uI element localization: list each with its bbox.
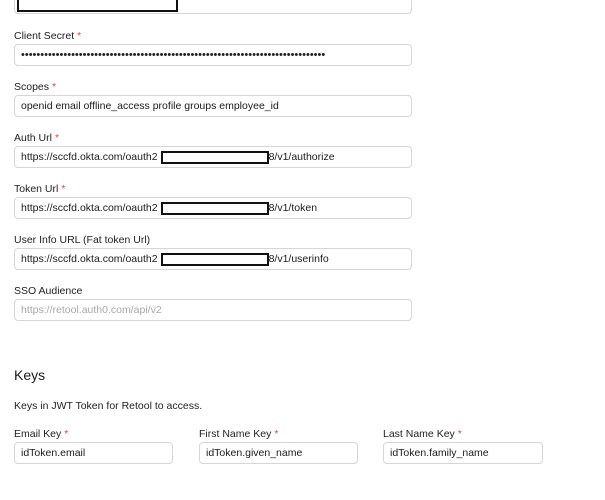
auth-url-label: Auth Url *	[14, 132, 60, 144]
auth-url-input[interactable]	[14, 146, 412, 168]
client-secret-label: Client Secret *	[14, 30, 82, 42]
email-key-input[interactable]	[14, 442, 173, 464]
first-name-key-value: idToken.given_name	[206, 447, 303, 459]
token-url-input[interactable]	[14, 197, 412, 219]
email-key-label: Email Key *	[14, 428, 69, 440]
redacted-box	[161, 253, 269, 266]
required-marker: *	[54, 132, 60, 144]
token-url-label: Token Url *	[14, 183, 66, 195]
required-marker: *	[457, 428, 462, 440]
user-info-url-label: User Info URL (Fat token Url)	[14, 234, 151, 246]
auth-url-prefix: https://sccfd.okta.com/oauth2	[21, 151, 158, 163]
first-name-key-input[interactable]	[199, 442, 358, 464]
user-info-url-prefix: https://sccfd.okta.com/oauth2	[21, 253, 158, 265]
client-secret-value: •••••••••••••••••••••••••••••••••••••••••••••••••••••••••••••••••••••••••••••••	[21, 49, 326, 61]
scopes-label: Scopes *	[14, 81, 57, 93]
required-marker: *	[77, 30, 82, 42]
required-marker: *	[274, 428, 279, 440]
auth-url-suffix: 8/v1/authorize	[268, 151, 335, 163]
required-marker: *	[64, 428, 69, 440]
last-name-key-value: idToken.family_name	[390, 447, 489, 459]
last-name-key-input[interactable]	[383, 442, 543, 464]
scopes-input[interactable]	[14, 95, 412, 117]
keys-description: Keys in JWT Token for Retool to access.	[14, 400, 203, 412]
required-marker: *	[52, 81, 57, 93]
token-url-suffix: 8/v1/token	[268, 202, 318, 214]
first-name-key-label: First Name Key *	[199, 428, 279, 440]
scopes-value: openid email offline_access profile groups employee_id	[21, 100, 279, 112]
redacted-box	[17, 0, 178, 12]
token-url-prefix: https://sccfd.okta.com/oauth2	[21, 202, 158, 214]
redacted-box	[161, 151, 269, 164]
last-name-key-label: Last Name Key *	[383, 428, 462, 440]
email-key-value: idToken.email	[21, 447, 86, 459]
redacted-box	[161, 202, 269, 215]
required-marker: *	[61, 183, 66, 195]
keys-section-title: Keys	[14, 367, 46, 383]
user-info-url-input[interactable]	[14, 248, 412, 270]
sso-audience-label: SSO Audience	[14, 285, 83, 297]
sso-audience-input[interactable]	[14, 299, 412, 321]
user-info-url-suffix: 8/v1/userinfo	[268, 253, 329, 265]
sso-audience-placeholder: https://retool.auth0.com/api/v2	[21, 304, 162, 316]
client-secret-input[interactable]	[14, 44, 412, 66]
